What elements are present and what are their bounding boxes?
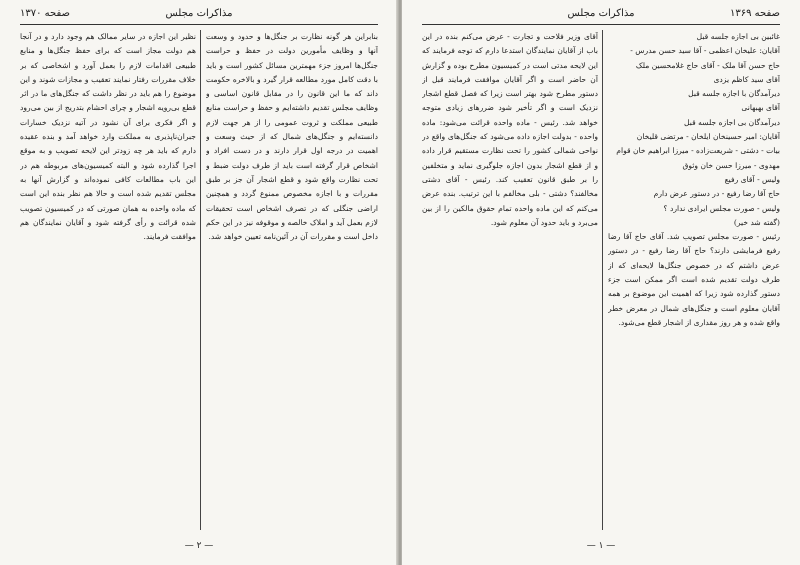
right-page-title: مذاكرات مجلس	[567, 8, 635, 19]
right-column-divider	[602, 30, 603, 530]
right-page-left-column	[422, 30, 598, 530]
right-header-rule	[422, 24, 780, 25]
left-page-footer: — ۲ —	[184, 541, 214, 551]
right-page-header	[422, 8, 780, 24]
names-line: (گفته شد خیر)	[733, 217, 780, 227]
names-line: دیرآمدگان با اجازه جلسه قبل	[688, 89, 780, 99]
left-page	[0, 0, 398, 565]
left-page-right-column	[206, 30, 378, 530]
right-page	[402, 0, 800, 565]
left-page-header	[20, 8, 378, 24]
names-line: دیرآمدگان بی اجازه جلسه قبل	[684, 117, 780, 127]
names-line: حاج آقا رضا رفیع - در دستور عرض دارم	[653, 189, 780, 199]
left-page-right-column-text: بنابراین هر گونه نظارت بر جنگل‌ها و حدود و وسعت آنها و وظایف مأمورین دولت در حفظ و حراست جنگل‌ها امروز جزء مهمترین مسائل کشور است و باید با دقت کامل مورد مطالعه قرار گیرد و بالاخره حکومت داند که ما این قانون را در مقابل قانون اساسی و وظایف مجلس تقدیم داشته‌ایم و حفظ و حراست منابع طبیعی مملکت و ثروت عمومی را از هر جهت لازم دانسته‌ایم و جنگل‌های شمال که از حیث وسعت و اهمیت در درجه اول قرار دارند و در دست افراد و اشخاص قرار گرفته است باید از طرف دولت ضبط و تحت نظارت واقع شود و قطع اشجار آن جز بر طبق مقررات و با اجازه مخصوص ممنوع گردد و همچنین اراضی جنگلی که در تصرف اشخاص است تحقیقات لازم بعمل آید و املاک خالصه و موقوفه نیز در این حکم داخل است و مقررات آن در آئین‌نامه تعیین خواهد شد.	[206, 32, 378, 242]
names-line: آقای بهبهانی	[741, 103, 780, 113]
right-page-number: صفحه ۱۳۶۹	[729, 8, 780, 19]
names-line: بیات - دشتی - شریعت‌زاده - میرزا ابراهیم خان قوام	[616, 146, 780, 156]
left-page-title: مذاكرات مجلس	[165, 8, 233, 19]
left-page-left-column-text: نظیر این اجازه در سایر ممالک هم وجود دارد و در آنجا هم دولت مجاز است که برای حفظ جنگل‌ها و منابع طبیعی اقدامات لازم را بعمل آورد و اشخاصی که بر خلاف مقررات رفتار نمایند تعقیب و مجازات شوند و این موضوع را هم باید در نظر داشت که جنگل‌های ما در اثر قطع بی‌رویه اشجار و چرای احشام بتدریج از بین می‌رود و اگر فکری برای آن نشود در آتیه نزدیک خسارات جبران‌ناپذیری به مملکت وارد خواهد آمد و بنده عقیده دارم که باید هر چه زودتر این لایحه تصویب و به موقع اجرا گذارده شود و البته کمیسیون‌های مربوطه هم در این باب مطالعات کافی نموده‌اند و گزارش آنها به مجلس تقدیم شده است و حالا هم نظر بنده این است که ماده واحده به همان صورتی که در کمیسیون تصویب شده قرائت و رأی گرفته شود و آقایان نمایندگان هم موافقت فرمایند.	[20, 32, 196, 242]
names-line: حاج حسن آقا ملک - آقای حاج غلامحسین ملک	[635, 60, 780, 70]
right-page-right-column-body: رئیس - صورت مجلس تصویب شد. آقای حاج آقا رضا رفیع فرمایشی دارند؟ حاج آقا رضا رفیع - در دستور عرض داشتم که در خصوص جنگل‌ها لایحه‌ای که از طرف دولت تقدیم شده است اگر ممکن است جزء دستور گذارده شود زیرا که اهمیت این موضوع بر همه آقایان معلوم است و جنگل‌های شمال در معرض خطر واقع شده و هر روز مقداری از اشجار قطع می‌شود.	[608, 232, 780, 327]
left-header-rule	[20, 24, 378, 25]
left-column-divider	[200, 30, 201, 530]
names-line: آقایان: امیر حسینخان ایلخان - مرتضی قلیخان	[636, 132, 780, 142]
left-page-number: صفحه ۱۳۷۰	[20, 8, 71, 19]
names-line: ولیس - آقای رفیع	[724, 174, 780, 184]
names-line: آقایان: علیخان اعظمی - آقا سید حسن مدرس -	[630, 46, 780, 56]
right-page-footer: — ۱ —	[586, 541, 616, 551]
names-line: آقای سید کاظم یزدی	[713, 74, 780, 84]
left-page-left-column	[20, 30, 196, 530]
right-page-left-column-text: آقای وزیر فلاحت و تجارت - عرض می‌کنم بنده در این باب از آقایان نمایندگان استدعا دارم که توجه فرمایند که این لایحه مدتی است در کمیسیون مطرح بوده و گزارش آن حاضر است و اگر آقایان موافقت فرمایند قبل از دستور مطرح شود بهتر است زیرا که فصل قطع اشجار نزدیک است و اگر تأخیر شود ضررهای زیادی متوجه خواهد شد. رئیس - ماده واحده قرائت می‌شود: ماده واحده - بدولت اجازه داده می‌شود که جنگل‌های واقع در نواحی شمالی کشور را تحت نظارت مستقیم قرار داده و از قطع اشجار بدون اجازه جلوگیری نماید و متخلفین را بر طبق قانون تعقیب کند. رئیس - آقای دشتی مخالفند؟ دشتی - بلی مخالفم با این ترتیب. بنده عرض می‌کنم که این ماده واحده تمام حقوق مالکین را از بین می‌برد و باید حدود آن معلوم شود.	[422, 32, 598, 227]
names-line: مهدوی - میرزا حسن خان وثوق	[682, 160, 780, 170]
right-page-right-column	[608, 30, 780, 530]
absentees-heading: غائبین بی اجازه جلسه قبل	[696, 32, 780, 41]
names-line: ولیس - صورت مجلس ایرادی ندارد ؟	[663, 203, 780, 213]
